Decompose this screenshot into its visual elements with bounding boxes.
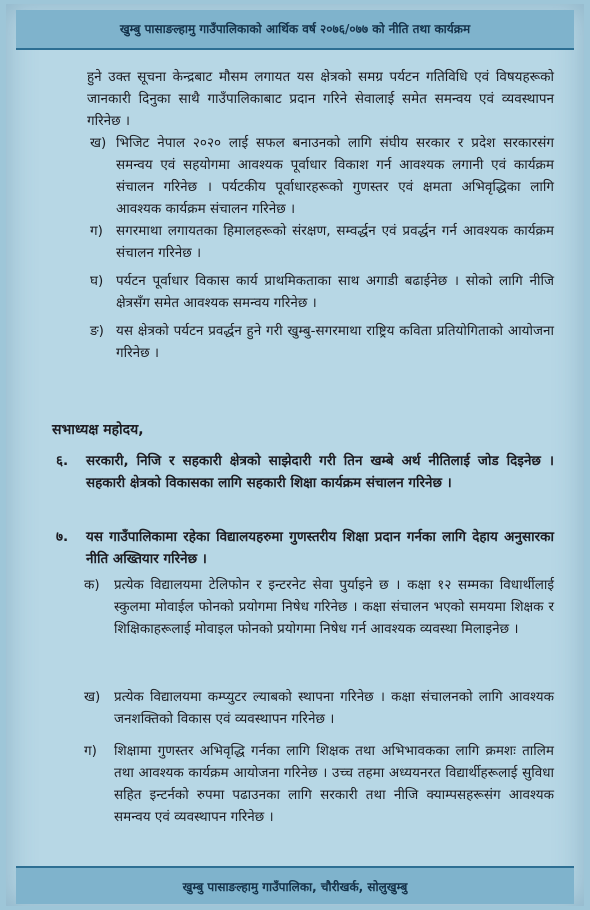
page-header bbox=[16, 10, 574, 50]
page-footer bbox=[16, 866, 574, 904]
item-marker: ग) bbox=[90, 223, 103, 239]
point-number: ७. bbox=[56, 529, 69, 545]
item-marker: घ) bbox=[90, 273, 104, 289]
list-item: सगरमाथा लगायतका हिमालहरूको संरक्षण, सम्वर्द्धन एवं प्रवर्द्धन गर्न आवश्यक कार्यक्रम संचालन गरिनेछ । bbox=[116, 223, 554, 261]
item-marker: ग) bbox=[84, 743, 97, 759]
header-title: खुम्बु पासाङल्हामु गाउँपालिकाको आर्थिक वर्ष २०७६/०७७ को नीति तथा कार्यक्रम bbox=[119, 22, 471, 36]
footer-title: खुम्बु पासाङल्हामु गाउँपालिका, चौरीखर्क, सोलुखुम्बु bbox=[182, 880, 408, 894]
list-item: यस क्षेत्रको पर्यटन प्रवर्द्धन हुने गरी खुम्बु-सगरमाथा राष्ट्रिय कविता प्रतियोगिताको आयोजना गरिनेछ । bbox=[116, 323, 554, 361]
list-item: शिक्षामा गुणस्तर अभिवृद्धि गर्नका लागि शिक्षक तथा अभिभावकका लागि क्रमशः तालिम तथा आवश्यक कार्यक्रम आयोजना गरिनेछ । उच्च तहमा अध्ययनरत विद्यार्थीहरूलाई सुविधा सहित इन्टर्नको रुपमा पढाउनका लागि सरकारी तथा नीजि क्याम्पसहरूसंग आवश्यक समन्वय एवं व्यवस्थापन गरिनेछ । bbox=[114, 743, 554, 825]
point-number: ६. bbox=[56, 453, 69, 469]
intro-paragraph: हुने उक्त सूचना केन्द्रबाट मौसम लगायत यस क्षेत्रको समग्र पर्यटन गतिविधि एवं विषयहरूको जानकारी दिनुका साथै गाउँपालिकाबाट प्रदान गरिने सेवालाई समेत समन्वय एवं व्यवस्थापन गरिनेछ । bbox=[87, 69, 554, 129]
list-item: पर्यटन पूर्वाधार विकास कार्य प्राथमिकताका साथ अगाडी बढाईनेछ । सोको लागि नीजि क्षेत्रसँग समेत आवश्यक समन्वय गरिनेछ । bbox=[116, 273, 554, 311]
item-marker: ङ) bbox=[90, 323, 104, 339]
list-item: प्रत्येक विद्यालयमा कम्प्युटर ल्याबको स्थापना गरिनेछ । कक्षा संचालनको लागि आवश्यक जनशक्तिको विकास एवं व्यवस्थापन गरिनेछ । bbox=[114, 689, 554, 727]
list-item: भिजिट नेपाल २०२० लाई सफल बनाउनको लागि संघीय सरकार र प्रदेश सरकारसंग समन्वय एवं सहयोगमा आवश्यक पूर्वाधार विकाश गर्न आवश्यक लगानी एवं कार्यक्रम संचालन गरिनेछ । पर्यटकीय पूर्वाधारहरूको गुणस्तर एवं क्षमता अभिवृद्धिका लागि आवश्यक कार्यक्रम संचालन गरिनेछ । bbox=[116, 135, 554, 217]
salutation-heading: सभाध्यक्ष महोदय, bbox=[52, 422, 144, 438]
item-marker: क) bbox=[84, 577, 100, 593]
item-marker: ख) bbox=[90, 135, 107, 151]
policy-point-6: सरकारी, निजि र सहकारी क्षेत्रको साझेदारी गरी तिन खम्बे अर्थ नीतिलाई जोड दिइनेछ । सहकारी क्षेत्रको विकासका लागि सहकारी शिक्षा कार्यक्रम संचालन गरिनेछ । bbox=[86, 453, 554, 491]
item-marker: ख) bbox=[84, 689, 101, 705]
list-item: प्रत्येक विद्यालयमा टेलिफोन र इन्टरनेट सेवा पुर्याइने छ । कक्षा १२ सम्मका विधार्थीलाई स्कुलमा मोवाईल फोनको प्रयोगमा निषेध गरिनेछ । कक्षा संचालन भएको समयमा शिक्षक र शिक्षिकाहरूलाई मोवाइल फोनको प्रयोगमा निषेध गर्न आवश्यक व्यवस्था मिलाइनेछ । bbox=[114, 577, 554, 637]
policy-point-7: यस गाउँपालिकामा रहेका विद्यालयहरुमा गुणस्तरीय शिक्षा प्रदान गर्नका लागि देहाय अनुसारका नीति अख्तियार गरिनेछ । bbox=[86, 529, 554, 567]
document-page bbox=[6, 4, 584, 906]
